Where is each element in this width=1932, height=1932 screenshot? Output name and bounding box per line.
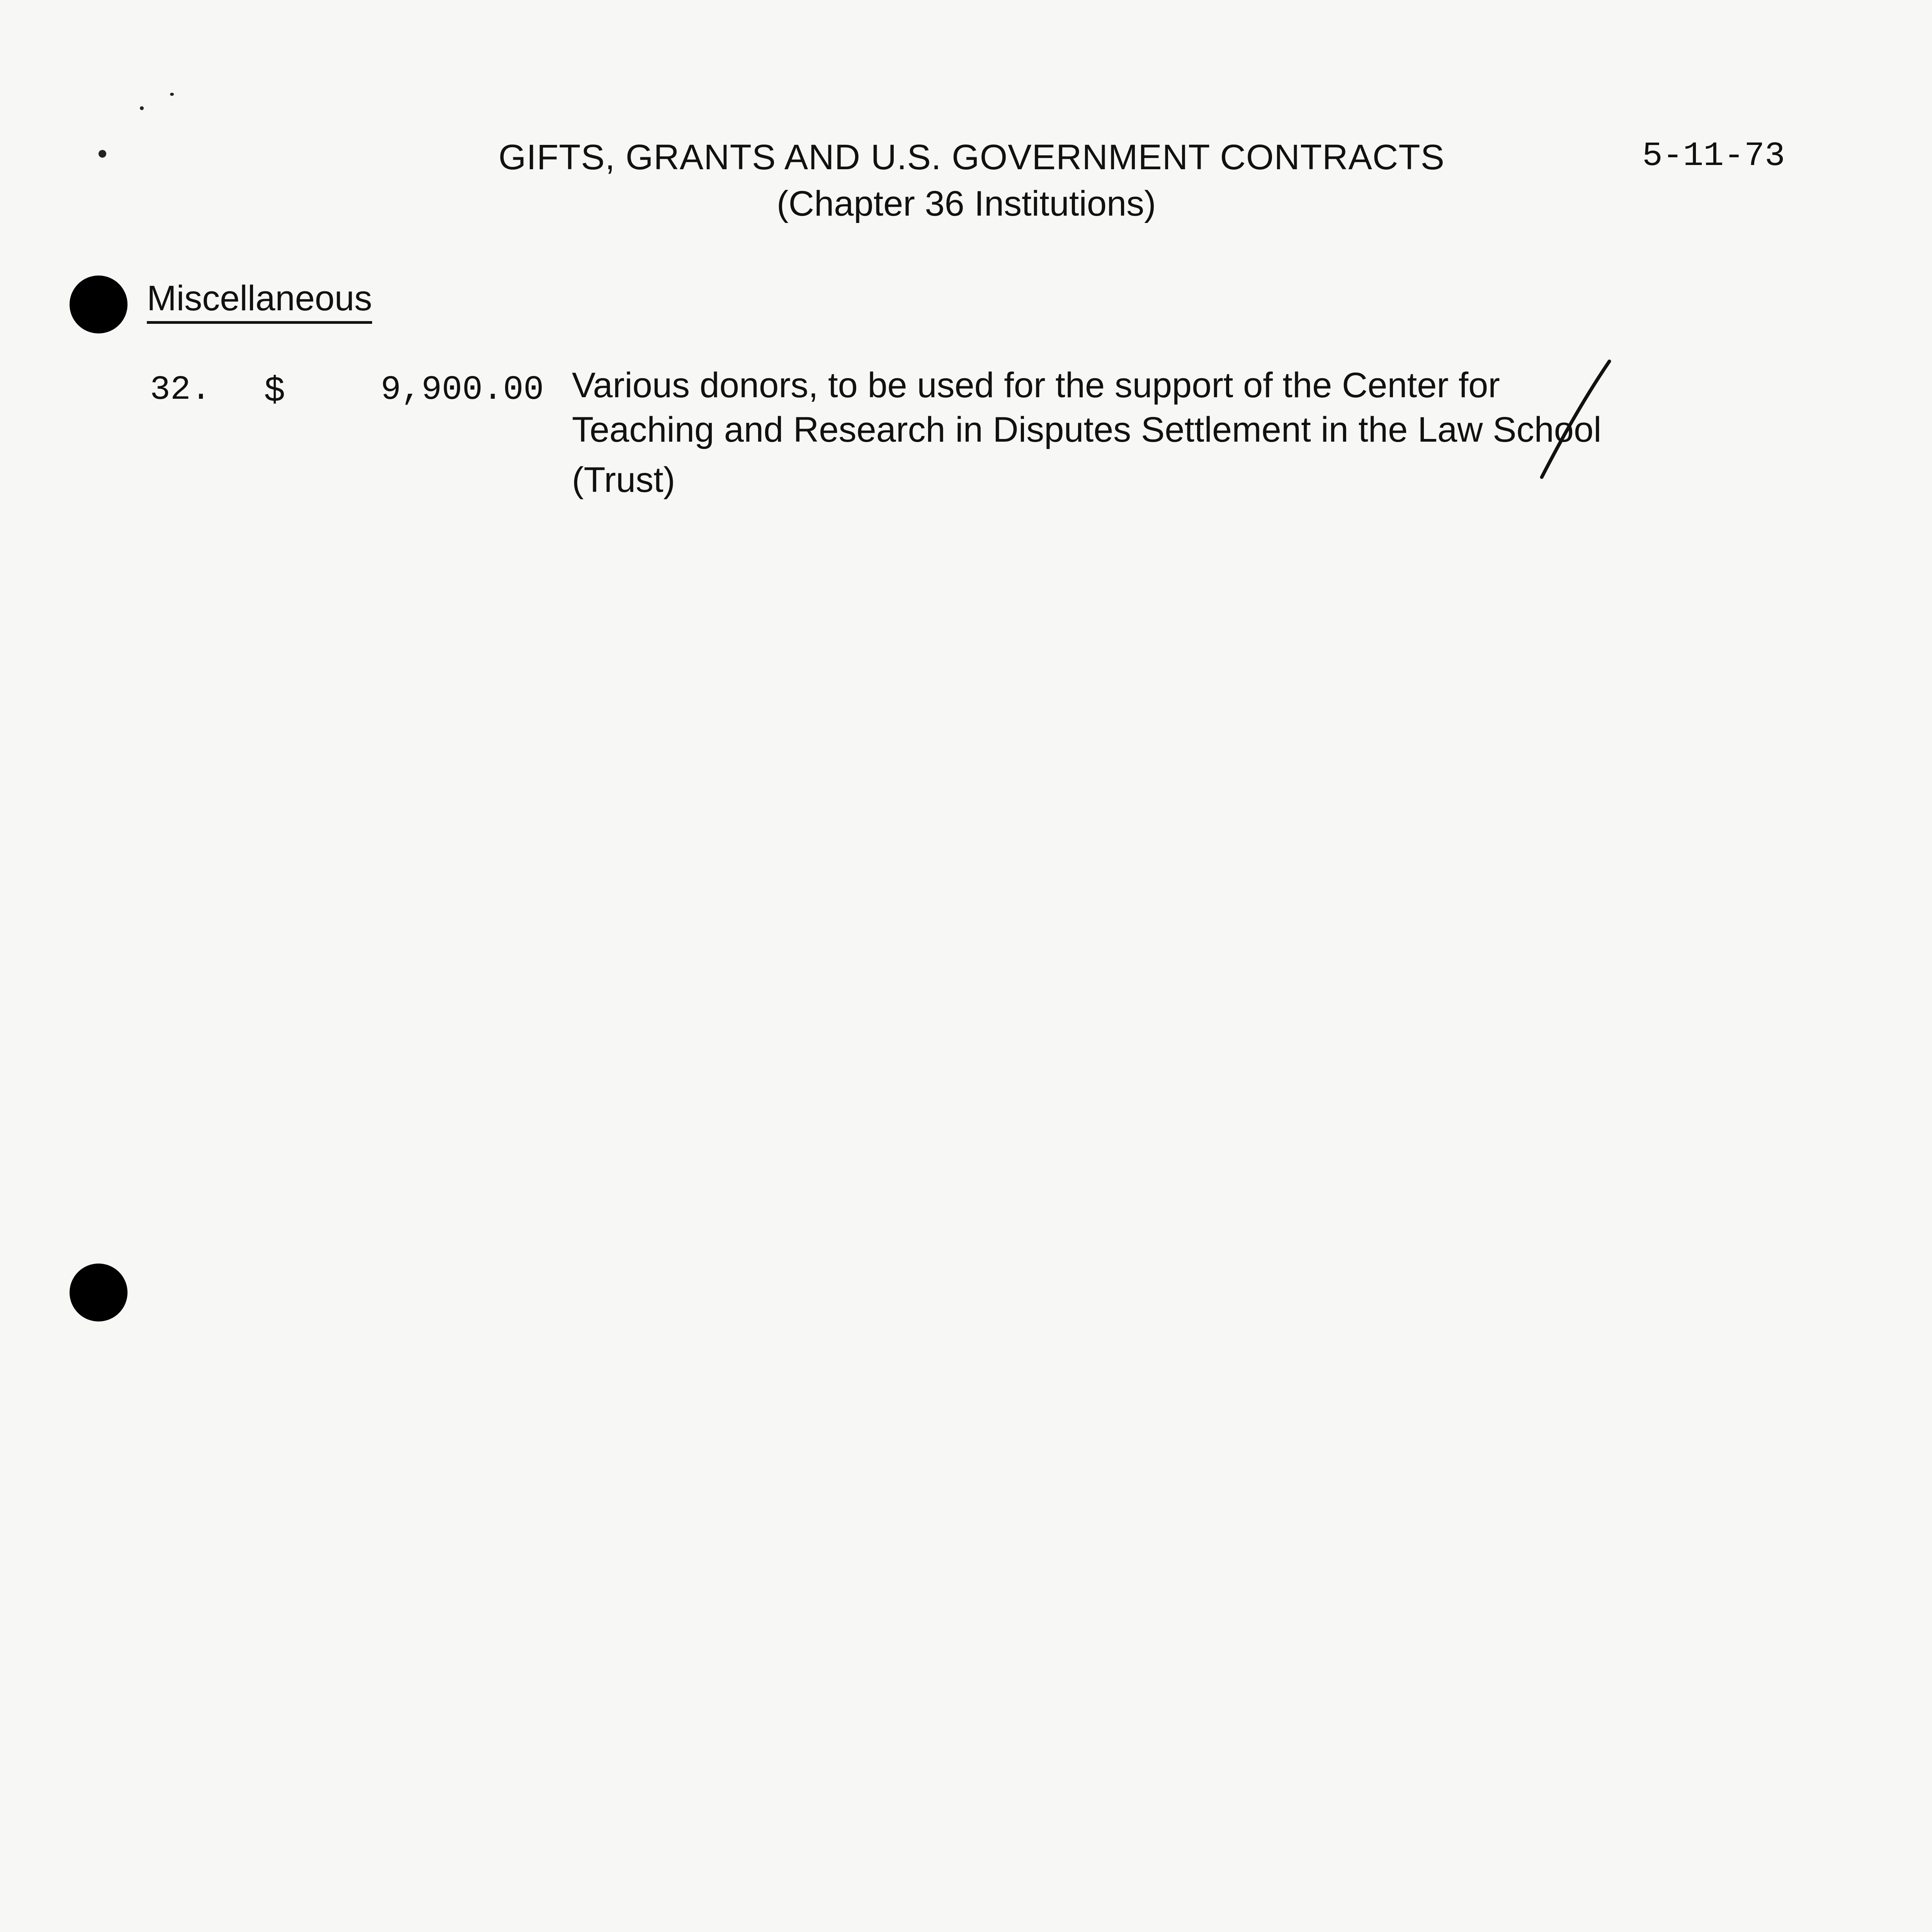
punch-hole-middle bbox=[70, 1264, 128, 1321]
entry-currency-symbol: $ bbox=[265, 369, 285, 409]
speck-mark bbox=[140, 106, 144, 110]
speck-mark bbox=[170, 93, 174, 96]
punch-hole-top bbox=[70, 276, 128, 333]
document-subtitle: (Chapter 36 Institutions) bbox=[777, 184, 1156, 223]
entry-description-line: (Trust) bbox=[572, 460, 675, 500]
entry-number: 32. bbox=[150, 371, 211, 409]
document-date: 5-11-73 bbox=[1642, 137, 1785, 175]
entry-description-line: Teaching and Research in Disputes Settlement in the Law School bbox=[572, 410, 1602, 449]
entry-amount: 9,900.00 bbox=[381, 371, 544, 409]
section-heading: Miscellaneous bbox=[147, 278, 372, 324]
entry-description-line: Various donors, to be used for the support of the Center for bbox=[572, 366, 1500, 405]
document-title: GIFTS, GRANTS AND U.S. GOVERNMENT CONTRACTS bbox=[498, 138, 1445, 177]
speck-mark bbox=[99, 150, 106, 158]
